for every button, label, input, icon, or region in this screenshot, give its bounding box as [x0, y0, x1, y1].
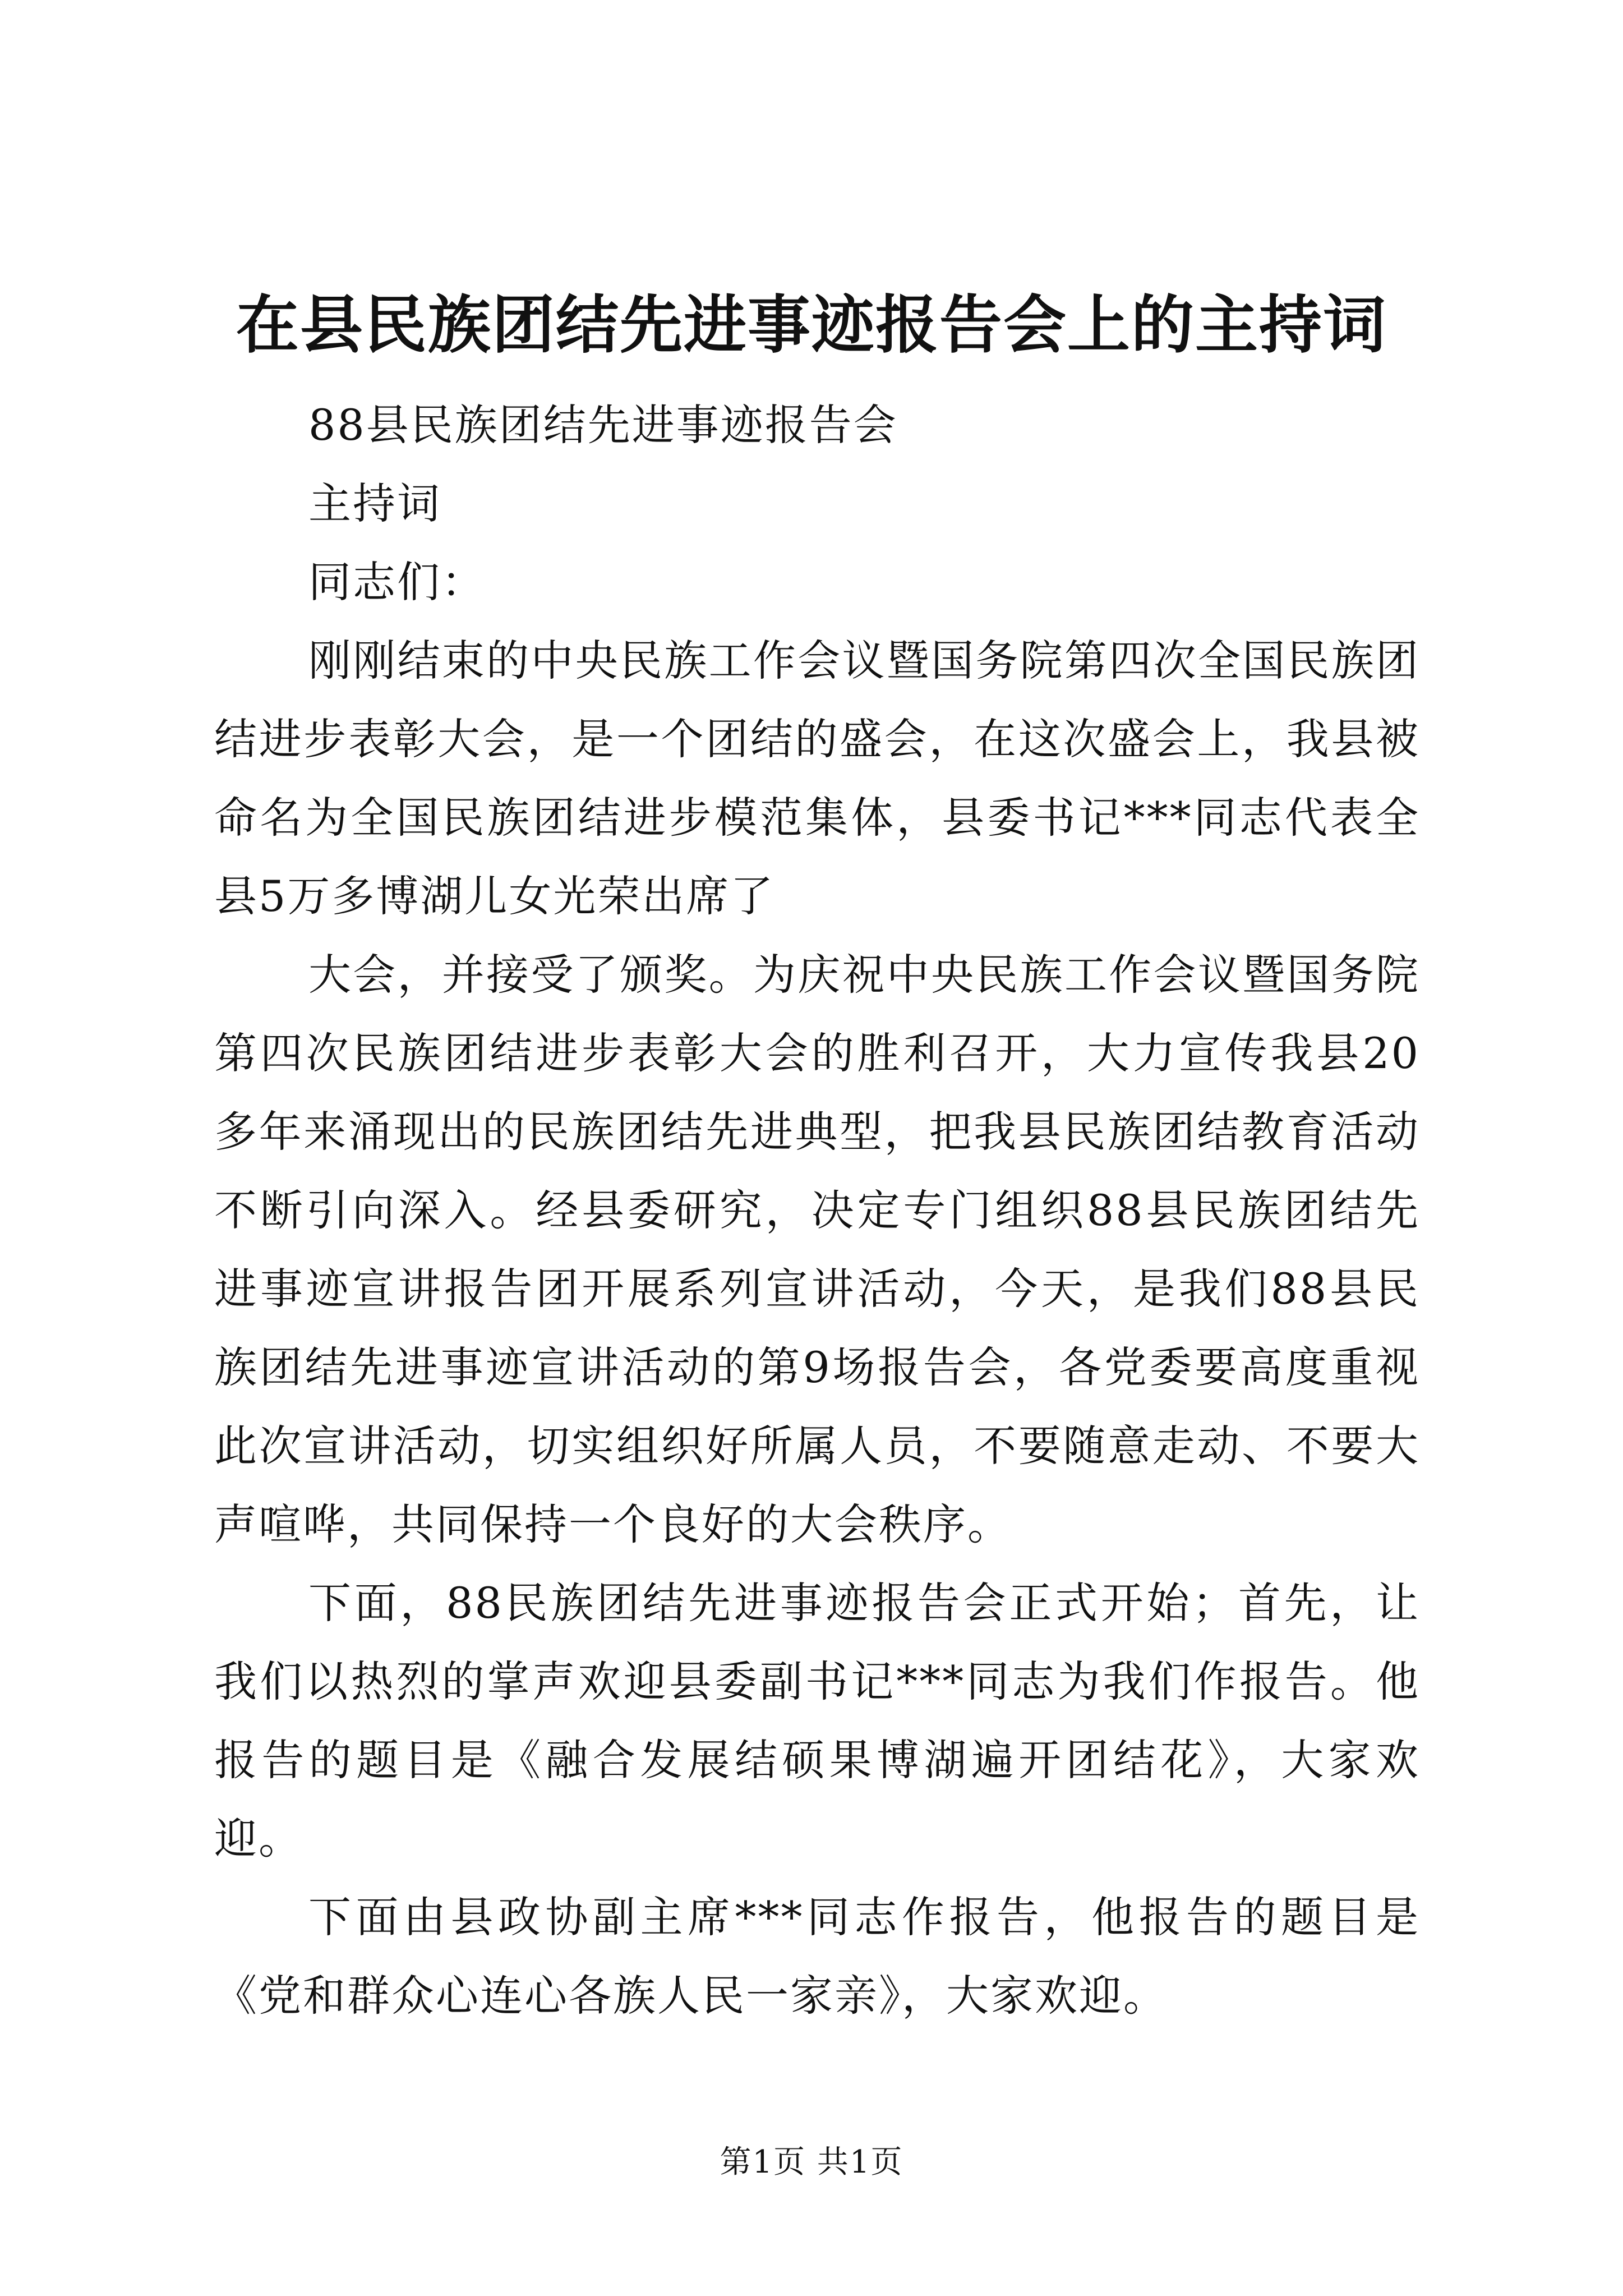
paragraph-greeting: 同志们：: [308, 557, 486, 607]
page-footer: 第1页 共1页: [720, 2144, 903, 2180]
paragraph-body: 刚刚结束的中央民族工作会议暨国务院第四次全国民族团结进步表彰大会，是一个团结的盛会，在这次盛会上，我县被命名为全国民族团结进步模范集体，县委书记***同志代表全县5万多博湖儿女光荣出席了: [214, 636, 1420, 921]
paragraph-event-name: 88县民族团结先进事迹报告会: [308, 400, 898, 450]
paragraph-body: 下面由县政协副主席***同志作报告，他报告的题目是《党和群众心连心各族人民一家亲》，大家欢迎。: [214, 1892, 1420, 2021]
document-body: [214, 386, 1420, 2035]
paragraph-body: 大会，并接受了颁奖。为庆祝中央民族工作会议暨国务院第四次民族团结进步表彰大会的胜利召开，大力宣传我县20多年来涌现出的民族团结先进典型，把我县民族团结教育活动不断引向深入。经县委研究，决定专门组织88县民族团结先进事迹宣讲报告团开展系列宣讲活动，今天，是我们88县民族团结先进事迹宣讲活动的第9场报告会，各党委要高度重视此次宣讲活动，切实组织好所属人员，不要随意走动、不要大声喧哗，共同保持一个良好的大会秩序。: [214, 950, 1420, 1549]
document-title: 在县民族团结先进事迹报告会上的主持词: [236, 288, 1387, 362]
paragraph-heading: 主持词: [308, 478, 441, 528]
paragraph-body: 下面，88民族团结先进事迹报告会正式开始；首先，让我们以热烈的掌声欢迎县委副书记***同志为我们作报告。他报告的题目是《融合发展结硕果博湖遍开团结花》，大家欢迎。: [214, 1578, 1420, 1864]
